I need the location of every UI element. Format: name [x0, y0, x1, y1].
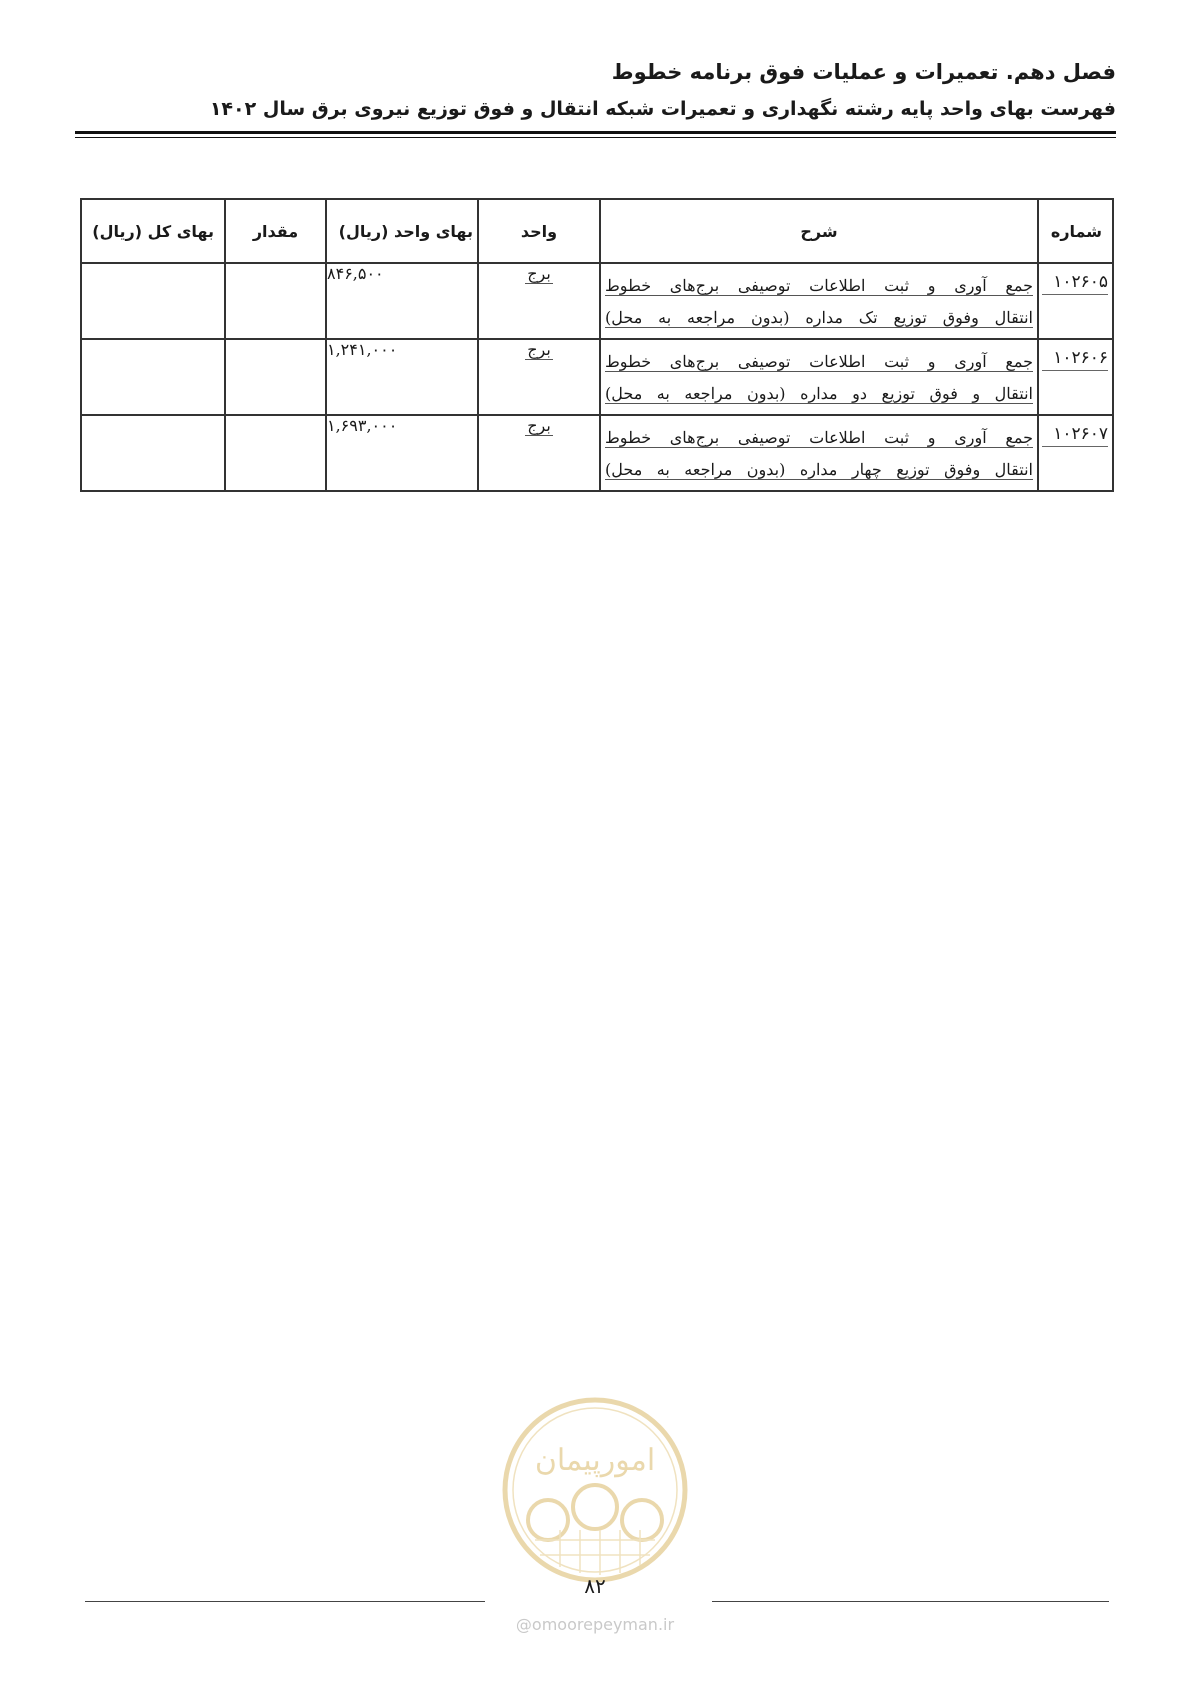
description-line-1: جمع آوری و ثبت اطلاعات توصیفی برج‌های خطوط	[605, 428, 1033, 447]
cell-code	[1038, 415, 1113, 491]
header-divider-thin	[75, 137, 1116, 138]
item-code: ۱۰۲۶۰۷	[1042, 424, 1108, 447]
table-row	[81, 415, 1113, 491]
cell-total-price	[81, 263, 225, 339]
unit-label: برج	[527, 264, 551, 283]
header-divider-thick	[75, 131, 1116, 134]
cell-description	[600, 415, 1038, 491]
column-header-total-price: بهای کل (ریال)	[81, 199, 225, 263]
column-header-unit-price: بهای واحد (ریال)	[326, 199, 478, 263]
table-header-row	[81, 199, 1113, 263]
footer-divider-left	[85, 1601, 485, 1602]
cell-quantity	[225, 415, 326, 491]
watermark-logo	[500, 1395, 690, 1585]
description-line-2: انتقال و فوق توزیع دو مداره (بدون مراجعه به محل)	[605, 384, 1033, 403]
description-line-2: انتقال وفوق توزیع تک مداره (بدون مراجعه به محل)	[605, 308, 1033, 327]
description-line-1: جمع آوری و ثبت اطلاعات توصیفی برج‌های خطوط	[605, 352, 1033, 371]
chapter-title: فصل دهم. تعمیرات و عملیات فوق برنامه خطوط	[611, 60, 1116, 84]
cell-total-price	[81, 415, 225, 491]
price-table	[80, 198, 1114, 492]
description-line-2: انتقال وفوق توزیع چهار مداره (بدون مراجعه به محل)	[605, 460, 1033, 479]
cell-unit	[478, 415, 600, 491]
watermark-text: امورپیمان	[534, 1443, 656, 1478]
table-row	[81, 339, 1113, 415]
cell-unit	[478, 263, 600, 339]
cell-unit	[478, 339, 600, 415]
cell-quantity	[225, 339, 326, 415]
cell-code	[1038, 263, 1113, 339]
watermark-url: @omoorepeyman.ir	[515, 1615, 675, 1634]
unit-label: برج	[527, 340, 551, 359]
cell-unit-price: ۱,۶۹۳,۰۰۰	[326, 415, 478, 491]
cell-total-price	[81, 339, 225, 415]
cell-code	[1038, 339, 1113, 415]
cell-unit-price: ۸۴۶,۵۰۰	[326, 263, 478, 339]
cell-quantity	[225, 263, 326, 339]
item-code: ۱۰۲۶۰۶	[1042, 348, 1108, 371]
cell-unit-price: ۱,۲۴۱,۰۰۰	[326, 339, 478, 415]
cell-description	[600, 339, 1038, 415]
footer-divider-right	[712, 1601, 1109, 1602]
document-subtitle: فهرست بهای واحد پایه رشته نگهداری و تعمیرات شبکه انتقال و فوق توزیع نیروی برق سال ۱۴۰۲	[209, 98, 1116, 120]
unit-label: برج	[527, 416, 551, 435]
item-code: ۱۰۲۶۰۵	[1042, 272, 1108, 295]
table-row	[81, 263, 1113, 339]
column-header-unit: واحد	[478, 199, 600, 263]
column-header-quantity: مقدار	[225, 199, 326, 263]
column-header-description: شرح	[600, 199, 1038, 263]
column-header-code: شماره	[1038, 199, 1113, 263]
cell-description	[600, 263, 1038, 339]
description-line-1: جمع آوری و ثبت اطلاعات توصیفی برج‌های خطوط	[605, 276, 1033, 295]
page-number: ۸۲	[584, 1574, 606, 1598]
